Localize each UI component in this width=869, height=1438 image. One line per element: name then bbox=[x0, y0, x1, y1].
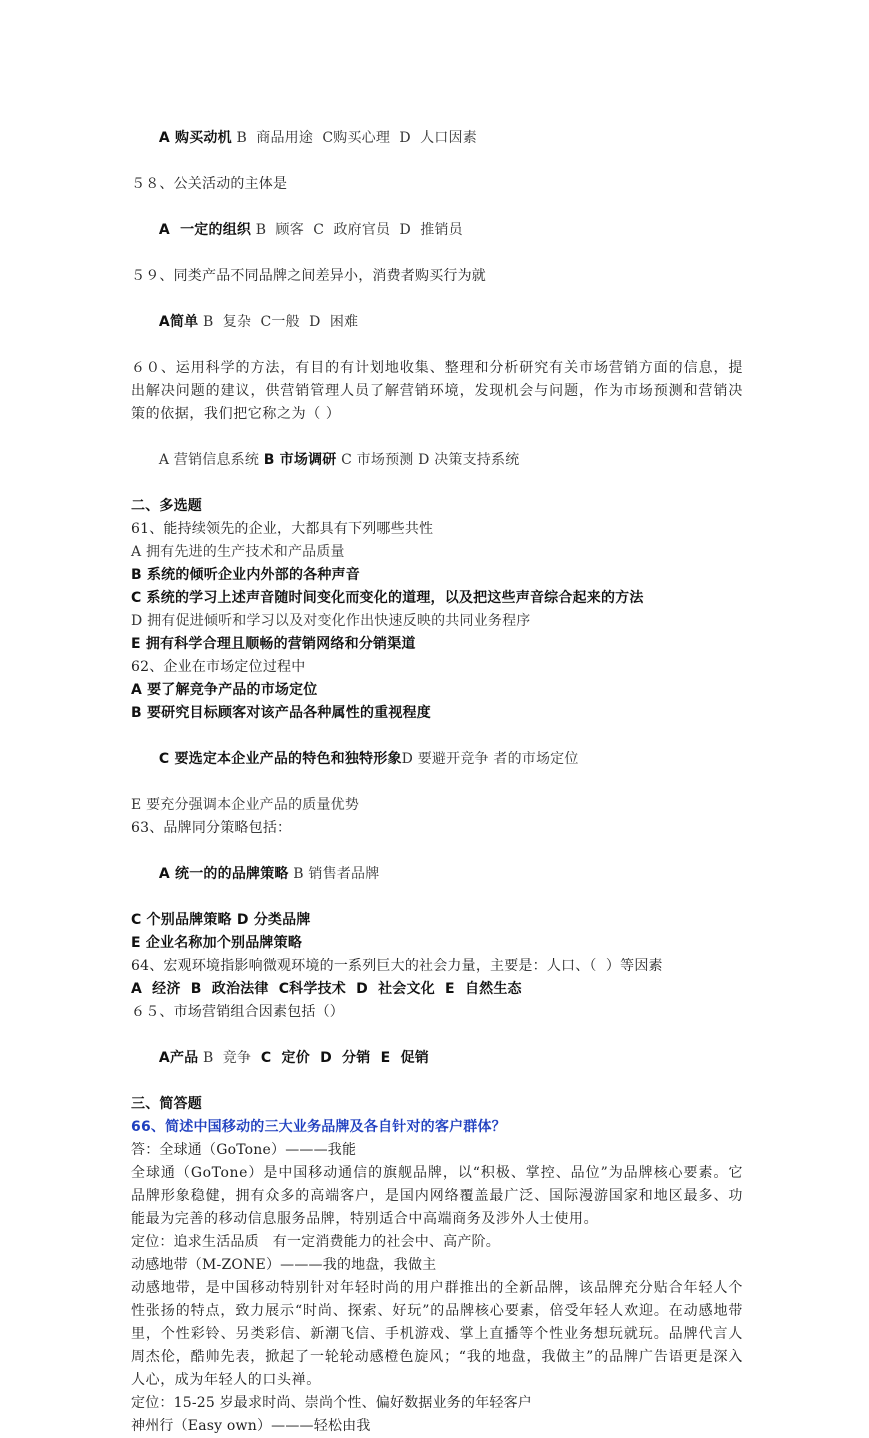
q62-option-b: B 要研究目标顾客对该产品各种属性的重视程度 bbox=[131, 705, 431, 721]
option-text: C 市场预测 D 决策支持系统 bbox=[336, 452, 520, 468]
q63-option-e: E 企业名称加个别品牌策略 bbox=[131, 935, 303, 951]
q60-options bbox=[131, 426, 743, 495]
q65-options bbox=[131, 1024, 743, 1093]
option-text: B 复杂 C一般 D 困难 bbox=[198, 314, 359, 330]
q61-option-c: C 系统的学习上述声音随时间变化而变化的道理，以及把这些声音综合起来的方法 bbox=[131, 590, 644, 606]
answer-mzone-positioning: 定位：15-25 岁最求时尚、崇尚个性、偏好数据业务的年轻客户 bbox=[131, 1395, 533, 1411]
question-59: ５９、同类产品不同品牌之间差异小，消费者购买行为就 bbox=[131, 268, 486, 284]
answer-option: C 要选定本企业产品的特色和独特形象 bbox=[158, 751, 402, 767]
answer-easyown-title: 神州行（Easy own）———轻松由我 bbox=[131, 1418, 371, 1434]
answer-mzone-paragraph: 动感地带，是中国移动特别针对年轻时尚的用户群推出的全新品牌，该品牌充分贴合年轻人个性张扬的特点，致力展示“时尚、探索、好玩”的品牌核心要素，倍受年轻人欢迎。在动感地带里，个性彩铃、另类彩信、新潮飞信、手机游戏、掌上直播等个性业务想玩就玩。品牌代言人周杰伦，酷帅先表，掀起了一轮轮动感橙色旋风；“我的地盘，我做主”的品牌广告语更是深入人心，成为年轻人的口头禅。 bbox=[131, 1280, 743, 1388]
q62-option-a: A 要了解竞争产品的市场定位 bbox=[131, 682, 318, 698]
q61-option-e: E 拥有科学合理且顺畅的营销网络和分销渠道 bbox=[131, 636, 416, 652]
answer-gotone-paragraph: 全球通（GoTone）是中国移动通信的旗舰品牌，以“积极、掌控、品位”为品牌核心要素。它品牌形象稳健，拥有众多的高端客户，是国内网络覆盖最广泛、国际漫游国家和地区最多、功能最为完善的移动信息服务品牌，特别适合中高端商务及涉外人士使用。 bbox=[131, 1165, 743, 1227]
q59-options bbox=[131, 288, 743, 357]
answer-option: A 统一的的品牌策略 bbox=[158, 866, 289, 882]
option-text: B 销售者品牌 bbox=[288, 866, 380, 882]
answer-option: A 一定的组织 bbox=[158, 222, 252, 238]
answer-mzone-title: 动感地带（M-ZONE）———我的地盘，我做主 bbox=[131, 1257, 437, 1273]
option-text: A 营销信息系统 bbox=[158, 452, 264, 468]
document-body bbox=[131, 104, 743, 1438]
question-63: 63、品牌同分策略包括： bbox=[131, 820, 292, 836]
q64-options: A 经济 B 政治法律 C科学技术 D 社会文化 E 自然生态 bbox=[131, 981, 522, 997]
answer-option: A简单 bbox=[158, 314, 199, 330]
answer-gotone-title: 答：全球通（GoTone）———我能 bbox=[131, 1142, 357, 1158]
question-61: 61、能持续领先的企业，大都具有下列哪些共性 bbox=[131, 521, 434, 537]
q61-option-d: D 拥有促进倾听和学习以及对变化作出快速反映的共同业务程序 bbox=[131, 613, 531, 629]
q58-options bbox=[131, 196, 743, 265]
option-text: B 顾客 C 政府官员 D 推销员 bbox=[251, 222, 463, 238]
question-66: 66、简述中国移动的三大业务品牌及各自针对的客户群体？ bbox=[131, 1119, 506, 1135]
q62-option-e: E 要充分强调本企业产品的质量优势 bbox=[131, 797, 360, 813]
question-65: ６５、市场营销组合因素包括（） bbox=[131, 1004, 344, 1020]
option-text: B 商品用途 C购买心理 D 人口因素 bbox=[231, 130, 477, 146]
answer-option: B 市场调研 bbox=[263, 452, 337, 468]
option-text: B 竞争 bbox=[198, 1050, 256, 1066]
q63-options-cd: C 个别品牌策略 D 分类品牌 bbox=[131, 912, 311, 928]
question-58: ５８、公关活动的主体是 bbox=[131, 176, 288, 192]
section-heading-multiple-choice: 二、多选题 bbox=[131, 498, 202, 514]
option-text: D 要避开竞争 者的市场定位 bbox=[401, 751, 579, 767]
q57-options bbox=[131, 104, 743, 173]
q63-options-ab bbox=[131, 840, 743, 909]
section-heading-short-answer: 三、简答题 bbox=[131, 1096, 202, 1112]
q62-options-cd bbox=[131, 725, 743, 794]
q61-option-b: B 系统的倾听企业内外部的各种声音 bbox=[131, 567, 360, 583]
question-60: ６０、运用科学的方法，有目的有计划地收集、整理和分析研究有关市场营销方面的信息，提出解决问题的建议，供营销管理人员了解营销环境，发现机会与问题，作为市场预测和营销决策的依据，我们把它称之为（ ） bbox=[131, 360, 743, 422]
question-62: 62、企业在市场定位过程中 bbox=[131, 659, 306, 675]
answer-option: C 定价 D 分销 E 促销 bbox=[255, 1050, 429, 1066]
question-64: 64、宏观环境指影响微观环境的一系列巨大的社会力量，主要是：人口、（ ）等因素 bbox=[131, 958, 663, 974]
answer-option: A产品 bbox=[158, 1050, 199, 1066]
q61-option-a: A 拥有先进的生产技术和产品质量 bbox=[131, 544, 345, 560]
answer-option: A 购买动机 bbox=[158, 130, 232, 146]
answer-gotone-positioning: 定位：追求生活品质 有一定消费能力的社会中、高产阶。 bbox=[131, 1234, 500, 1250]
